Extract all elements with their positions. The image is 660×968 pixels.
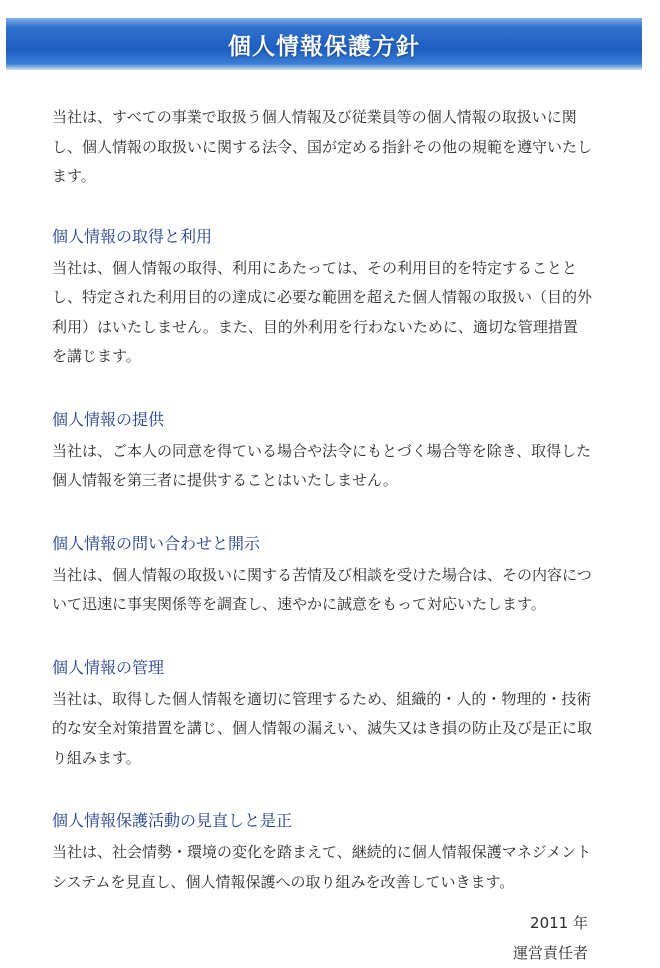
section-heading: 個人情報の提供	[52, 409, 165, 429]
section-heading: 個人情報保護活動の見直しと是正	[52, 811, 293, 830]
signature-year: 2011 年	[530, 914, 588, 932]
section-acquisition-use	[52, 225, 592, 372]
section-body: 当社は、個人情報の取扱いに関する苦情及び相談を受けた場合は、その内容について迅速に事実関係等を調査し、速やかに誠意をもって対応いたします。	[52, 565, 592, 613]
policy-content	[52, 103, 592, 933]
section-body: 当社は、個人情報の取得、利用にあたっては、その利用目的を特定することとし、特定された利用目的の達成に必要な範囲を超えた個人情報の取扱い（目的外利用）はいたしません。また、目的外利用を行わないために、適切な管理措置を講じます。	[52, 258, 593, 365]
section-heading: 個人情報の管理	[52, 657, 165, 677]
section-body: 当社は、社会情勢・環境の変化を踏まえて、継続的に個人情報保護マネジメントシステムを見直し、個人情報保護への取り組みを改善していきます。	[52, 843, 592, 891]
section-body: 当社は、取得した個人情報を適切に管理するため、組織的・人的・物理的・技術的な安全対策措置を講じ、個人情報の漏えい、滅失又はき損の防止及び是正に取り組みます。	[52, 689, 593, 767]
section-inquiry-disclosure	[52, 532, 592, 620]
section-provision	[52, 408, 592, 496]
page-title: 個人情報保護方針	[228, 33, 420, 60]
section-heading: 個人情報の問い合わせと開示	[52, 533, 261, 553]
signature-role: 運営責任者	[512, 944, 588, 962]
section-review-correction	[52, 809, 592, 897]
section-management	[52, 656, 592, 774]
signature-block	[513, 908, 588, 968]
intro-paragraph: 当社は、すべての事業で取扱う個人情報及び従業員等の個人情報の取扱いに関し、個人情報の取扱いに関する法令、国が定める指針その他の規範を遵守いたします。	[52, 108, 593, 185]
title-banner	[6, 18, 642, 70]
section-body: 当社は、ご本人の同意を得ている場合や法令にもとづく場合等を除き、取得した個人情報を第三者に提供することはいたしません。	[52, 441, 592, 489]
section-heading: 個人情報の取得と利用	[52, 226, 213, 246]
